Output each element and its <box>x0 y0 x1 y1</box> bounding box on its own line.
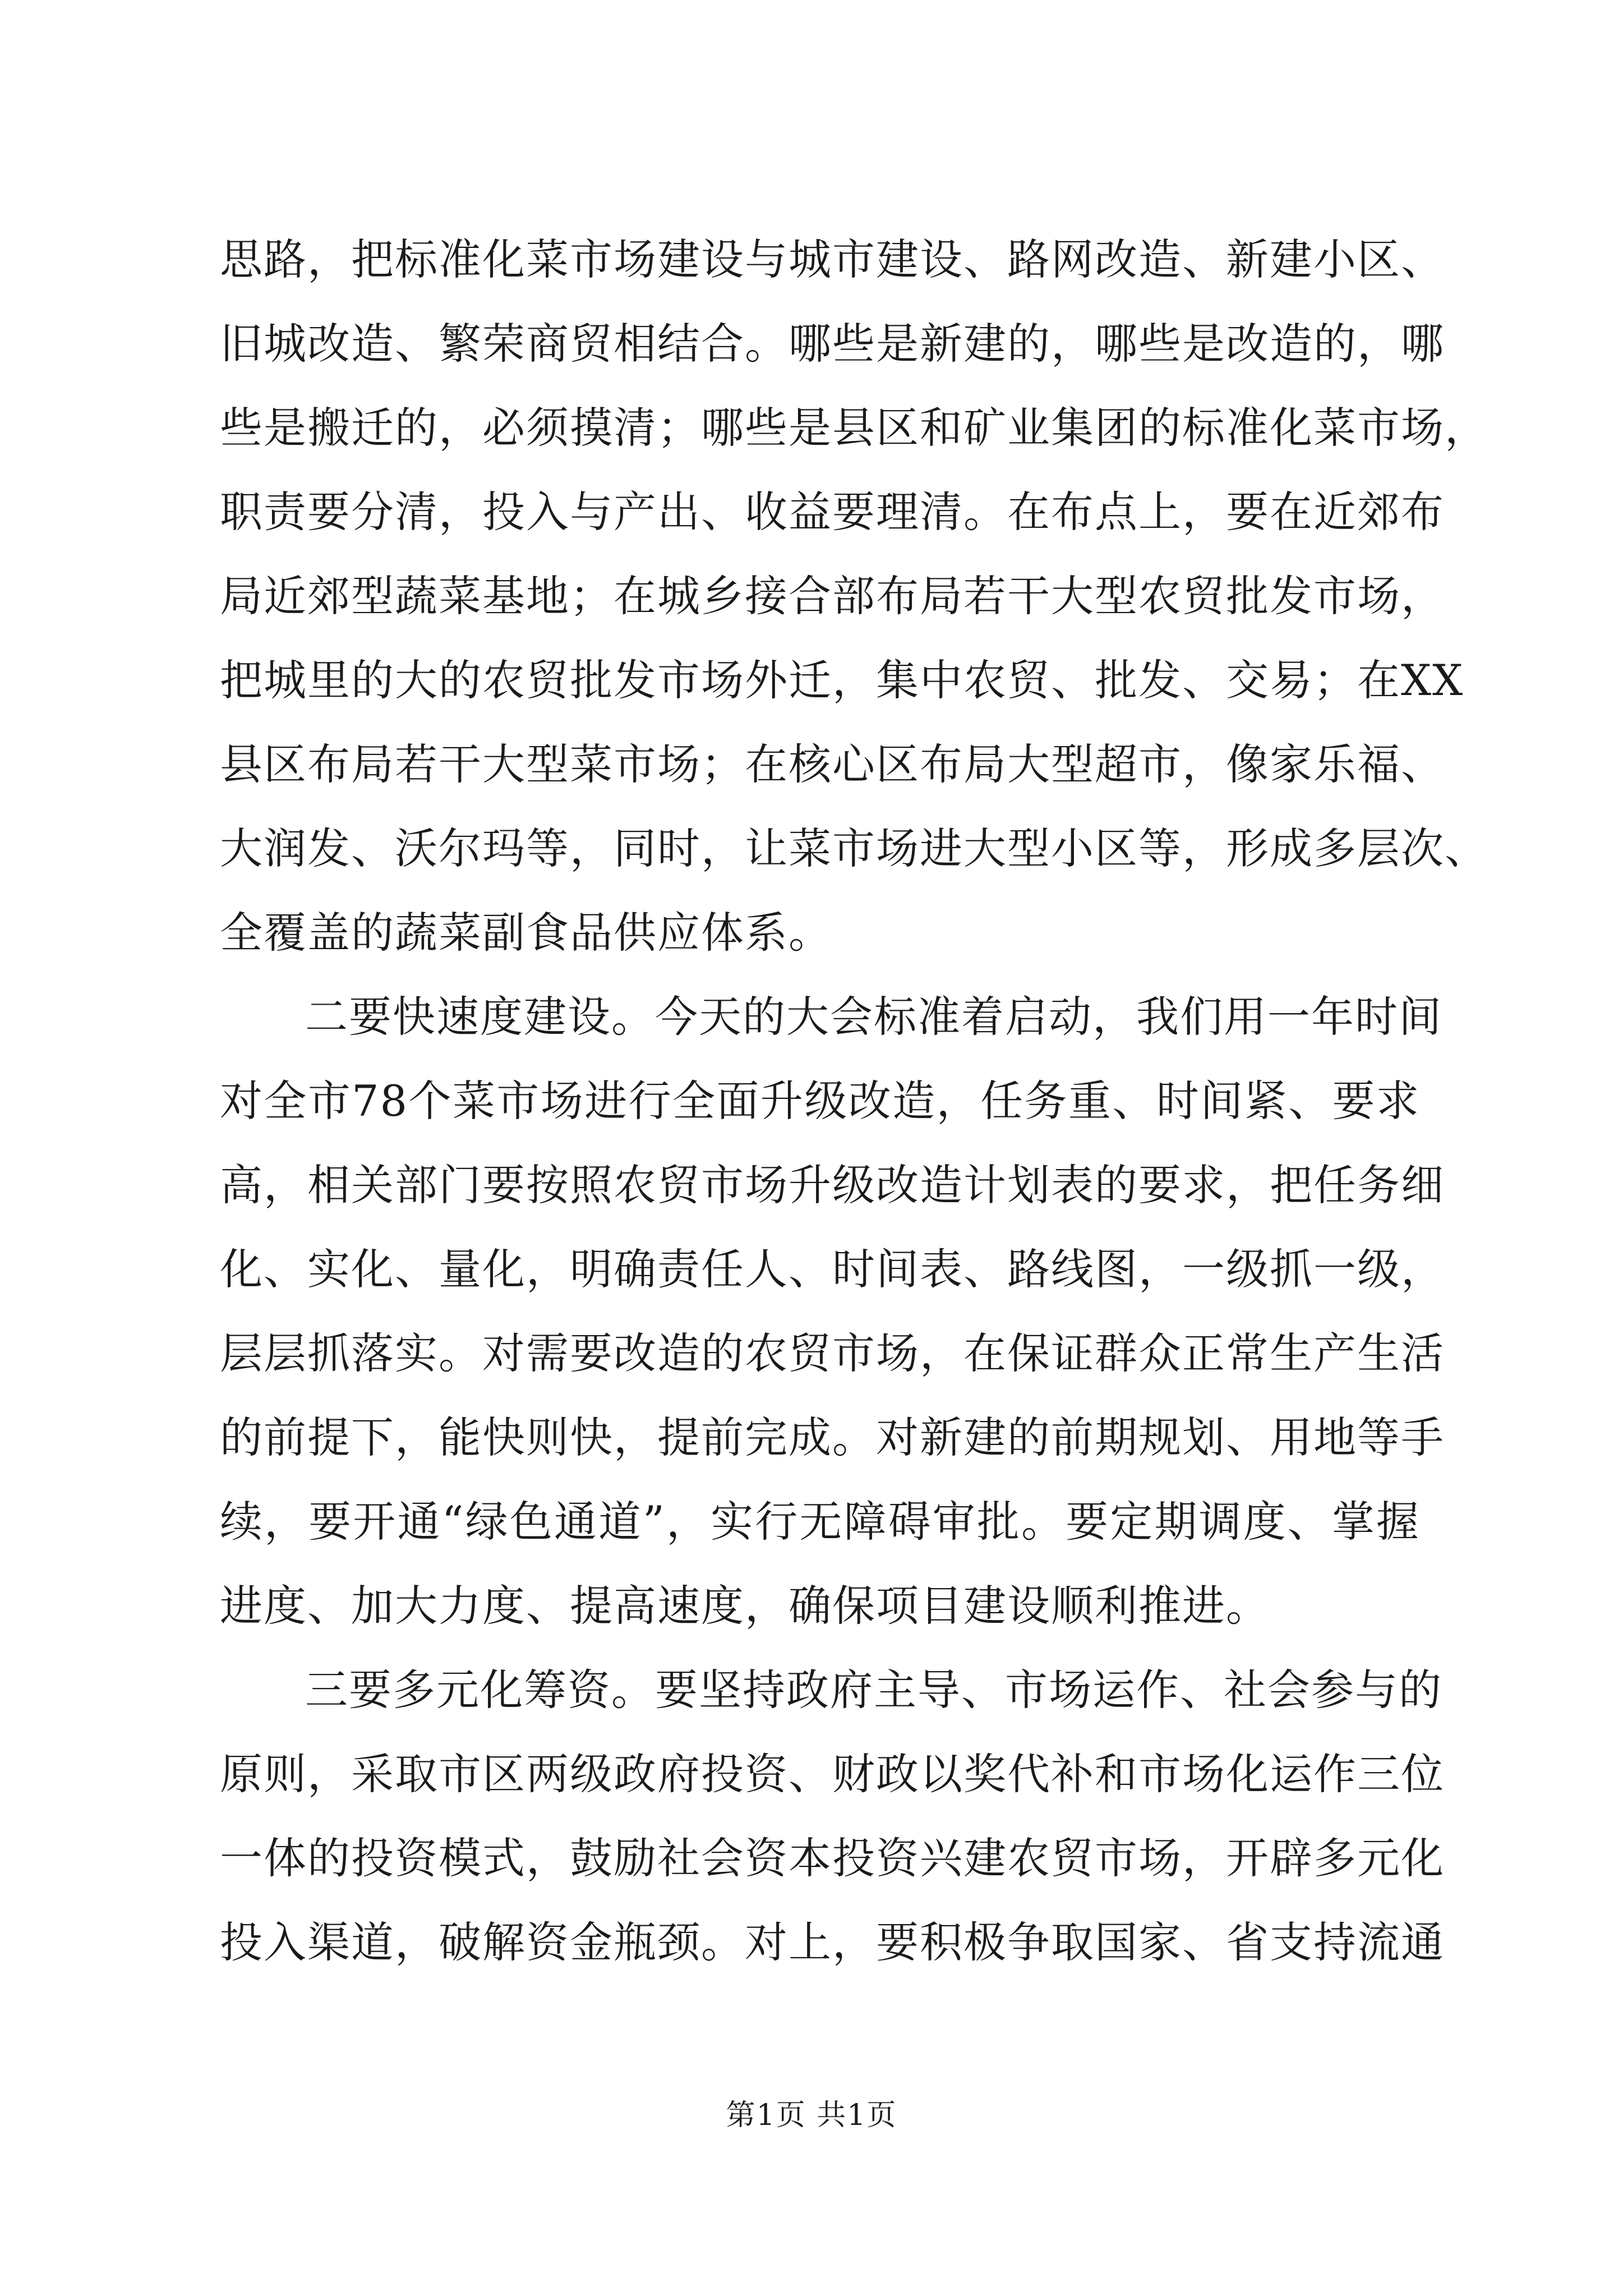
text-line: 大润发、沃尔玛等，同时，让菜市场进大型小区等，形成多层次、 <box>220 823 1488 873</box>
text-line: 续，要开通“绿色通道”，实行无障碍审批。要定期调度、掌握 <box>220 1497 1420 1547</box>
text-line: 思路，把标准化菜市场建设与城市建设、路网改造、新建小区、 <box>220 234 1445 284</box>
paragraph-end-line: 全覆盖的蔬菜副食品供应体系。 <box>220 908 832 958</box>
text-line: 职责要分清，投入与产出、收益要理清。在布点上，要在近郊布 <box>220 487 1445 537</box>
text-line: 的前提下，能快则快，提前完成。对新建的前期规划、用地等手 <box>220 1412 1445 1462</box>
paragraph-start-line: 三要多元化筹资。要坚持政府主导、市场运作、社会参与的 <box>305 1665 1442 1715</box>
text-line: 原则，采取市区两级政府投资、财政以奖代补和市场化运作三位 <box>220 1749 1445 1799</box>
paragraph-end-line: 进度、加大力度、提高速度，确保项目建设顺利推进。 <box>220 1581 1270 1631</box>
text-line: 高，相关部门要按照农贸市场升级改造计划表的要求，把任务细 <box>220 1160 1445 1210</box>
text-line: 旧城改造、繁荣商贸相结合。哪些是新建的，哪些是改造的，哪 <box>220 319 1445 369</box>
text-line: 些是搬迁的，必须摸清；哪些是县区和矿业集团的标准化菜市场， <box>220 403 1488 453</box>
text-line: 化、实化、量化，明确责任人、时间表、路线图，一级抓一级， <box>220 1244 1445 1294</box>
text-line: 层层抓落实。对需要改造的农贸市场，在保证群众正常生产生活 <box>220 1328 1445 1378</box>
text-line: 县区布局若干大型菜市场；在核心区布局大型超市，像家乐福、 <box>220 739 1445 789</box>
text-line: 局近郊型蔬菜基地；在城乡接合部布局若干大型农贸批发市场， <box>220 571 1445 621</box>
text-line: 一体的投资模式，鼓励社会资本投资兴建农贸市场，开辟多元化 <box>220 1833 1445 1883</box>
page-number-footer: 第1页 共1页 <box>726 2099 897 2132</box>
text-line: 把城里的大的农贸批发市场外迁，集中农贸、批发、交易；在XX <box>220 655 1464 705</box>
text-line: 对全市78个菜市场进行全面升级改造，任务重、时间紧、要求 <box>220 1076 1420 1126</box>
text-line: 投入渠道，破解资金瓶颈。对上，要积极争取国家、省支持流通 <box>220 1917 1445 1967</box>
paragraph-start-line: 二要快速度建设。今天的大会标准着启动，我们用一年时间 <box>305 992 1442 1042</box>
document-body <box>220 218 1488 1985</box>
